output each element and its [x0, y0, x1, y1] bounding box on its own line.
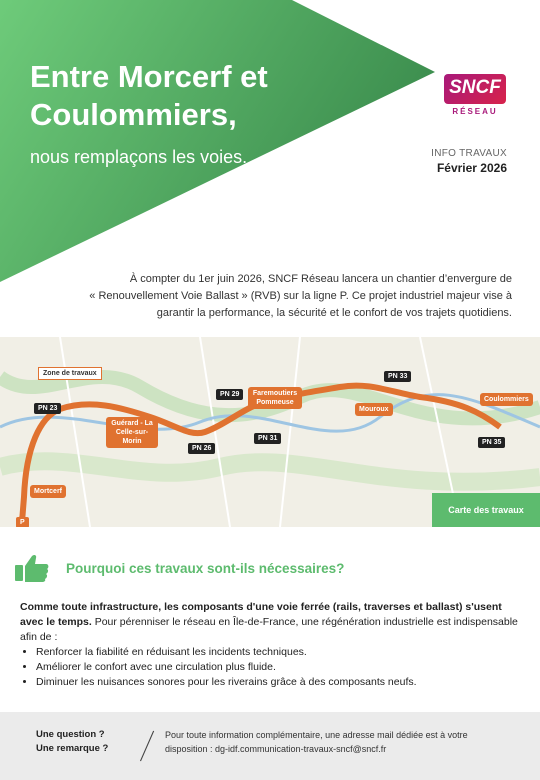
why-bullet-list [20, 645, 525, 690]
why-title: Pourquoi ces travaux sont-ils nécessaires? [66, 561, 345, 576]
why-paragraph [20, 600, 525, 645]
footer [0, 712, 540, 780]
page-title [30, 58, 268, 134]
info-date: Février 2026 [436, 161, 507, 175]
footer-question-1: Une question ? [36, 729, 105, 740]
station-faremoutiers: Faremoutiers Pommeuse [248, 387, 302, 409]
logo-subtext: RÉSEAU [452, 107, 498, 116]
title-line-1: Entre Morcerf et [30, 59, 268, 94]
footer-questions [36, 728, 108, 756]
title-line-2: Coulommiers, [30, 97, 237, 132]
logo-text: SNCF [449, 77, 501, 98]
crossing-pn35: PN 35 [478, 437, 505, 448]
parking-label: P [16, 517, 29, 527]
logo-mark [444, 74, 506, 104]
why-bold-text: Comme toute infrastructure, les composants d'une voie ferrée (rails, traverses et ballast) s'usent avec le temps. [20, 601, 502, 628]
crossing-pn31: PN 31 [254, 433, 281, 444]
crossing-pn29: PN 29 [216, 389, 243, 400]
station-mortcerf: Mortcerf [30, 485, 66, 498]
why-body [20, 600, 525, 690]
intro-line-3: garantir la performance, la sécurité et le confort de vos trajets quotidiens. [156, 307, 512, 319]
crossing-pn23: PN 23 [34, 403, 61, 414]
header-background-shape [0, 0, 540, 290]
intro-paragraph [42, 271, 512, 322]
why-text: Pour pérenniser le réseau en Île-de-France, une régénération industrielle est indispensable afin de : [20, 616, 518, 643]
bullet-item: • Diminuer les nuisances sonores pour les riverains grâce à des composants neufs. [36, 675, 525, 690]
station-coulommiers: Coulommiers [480, 393, 533, 406]
station-guerard: Guérard - La Celle-sur-Morin [106, 417, 158, 448]
intro-line-2: « Renouvellement Voie Ballast » (RVB) sur la ligne P. Ce projet industriel majeur vise à [89, 290, 512, 302]
page-subtitle: nous remplaçons les voies. [30, 147, 248, 167]
intro-line-1: À compter du 1er juin 2026, SNCF Réseau lancera un chantier d’envergure de [129, 273, 512, 285]
map-button[interactable]: Carte des travaux [432, 493, 540, 527]
bullet-item: • Améliorer le confort avec une circulation plus fluide. [36, 660, 525, 675]
crossing-pn26: PN 26 [188, 443, 215, 454]
sncf-reseau-logo [440, 74, 510, 120]
footer-divider [138, 730, 158, 762]
info-label: INFO TRAVAUX [431, 148, 507, 159]
header-banner [0, 0, 540, 290]
footer-question-2: Une remarque ? [36, 743, 109, 754]
thumbs-up-icon [14, 553, 50, 583]
works-map [0, 337, 540, 527]
zone-legend: Zone de travaux [38, 367, 102, 380]
station-mouroux: Mouroux [355, 403, 393, 416]
why-heading [14, 553, 534, 583]
bullet-item: • Renforcer la fiabilité en réduisant les incidents techniques. [36, 645, 525, 660]
footer-contact-text: Pour toute information complémentaire, une adresse mail dédiée est à votre disposition : dg-idf.communication-travaux-sncf@sncf.fr [165, 730, 468, 754]
crossing-pn33: PN 33 [384, 371, 411, 382]
info-block [431, 148, 507, 175]
